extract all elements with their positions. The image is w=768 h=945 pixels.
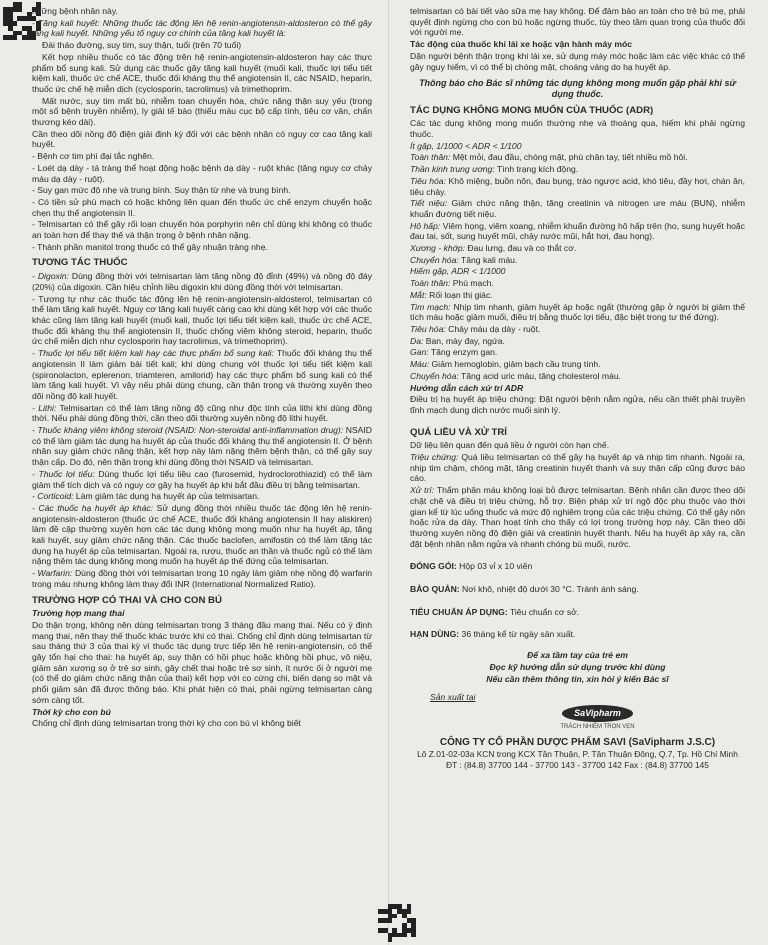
text: Chống chỉ định dùng telmisartan trong thời kỳ cho con bú vì không biết — [32, 718, 301, 729]
text: Dữ liệu liên quan đến quá liều ở người còn hạn chế. — [410, 440, 610, 451]
term: Mắt: — [410, 289, 427, 300]
storage — [410, 584, 745, 595]
text — [410, 278, 745, 289]
text — [410, 302, 745, 323]
text: Đau lưng, đau và co thắt cơ. — [465, 243, 577, 254]
logo — [410, 705, 745, 722]
note: Nếu cần thêm thông tin, xin hỏi ý kiến Bác sĩ — [486, 673, 669, 684]
text: Sử dụng đồng thời nhiều thuốc tác động lên hệ renin-angiotensin-aldosteron (thuốc ức chế ACE, thuốc đối kháng angiotensin II hay aliskiren) làm đề cập thường xuyên hơn các tác dụng không mong muốn như hạ huyết áp, tăng kali huyết, suy giảm chức năng thận. Các thuốc baclofen, amifostin có thể làm tăng tác dụng hạ huyết áp của telmisartan. Ngoài ra, rượu, thuốc an thần và thuốc ngủ có thể làm nặng thêm tác dụng không mong muốn hạ huyết áp thế đứng của telmisartan. — [32, 502, 372, 567]
value: Nơi khô, nhiệt độ dưới 30 °C. Tránh ánh sáng. — [459, 584, 639, 595]
text: Dùng đồng thời với telmisartan làm tăng nồng độ đỉnh (49%) và nồng độ đáy (20%) của digoxin. Cần hiệu chỉnh liều digoxin khi dùng đồng thời với telmisartan. — [32, 271, 372, 292]
text: Viêm họng, viêm xoang, nhiễm khuẩn đường hô hấp trên (ho, sung huyết hoặc đau tai, sốt, sung huyết mũi, chảy nước mũi, hắt hơi, đau họng). — [410, 220, 745, 242]
term: Tiết niệu: — [410, 198, 448, 209]
term: Da: — [410, 335, 424, 346]
frequency-label: Hiếm gặp, ADR < 1/1000 — [410, 266, 506, 277]
label: TIÊU CHUẨN ÁP DỤNG: — [410, 606, 508, 617]
text: Dùng đồng thời với telmisartan trong 10 ngày làm giảm nhẹ nồng độ warfarin trong máu nhưng không làm thay đổi INR (International Normalized Ratio). — [32, 568, 372, 589]
text: - Bệnh cơ tim phì đại tắc nghẽn. — [32, 151, 155, 162]
text: Quá liều telmisartan có thể gây hạ huyết áp và nhịp tim nhanh. Ngoài ra, nhịp tim chậm, chóng mặt, tăng creatinin huyết thanh và suy thận cấp cũng được báo cáo. — [410, 452, 745, 484]
text — [32, 271, 372, 292]
company-name: CÔNG TY CỔ PHẦN DƯỢC PHẨM SAVI (SaVipharm J.S.C) — [439, 737, 716, 749]
term: - Digoxin: — [32, 271, 69, 282]
subheading: Trường hợp mang thai — [32, 608, 125, 619]
text: Tăng enzym gan. — [428, 347, 498, 358]
text — [410, 243, 745, 254]
text: Nhịp tim nhanh, giảm huyết áp hoặc ngất (thường gặp ở người bị giảm thể tích máu hoặc giảm muối, điều trị bằng thuốc lợi tiểu, đặc biệt trong tư thế đứng). — [410, 301, 745, 323]
address: Lô Z.01-02-03a KCN trong KCX Tân Thuận, P. Tân Thuận Đông, Q.7, Tp. Hồ Chí Minh — [417, 749, 738, 760]
text: những bệnh nhân này. — [32, 6, 118, 16]
text: Chảy máu dạ dày - ruột. — [445, 323, 541, 334]
packaging — [410, 561, 745, 572]
text: Thuốc đối kháng thụ thể angiotensin II làm giảm bài tiết kali; khi dùng chung với thuốc lợi tiểu tiết kiệm kali (spironolacton, eplerenon, triamteren, amilorid) hay các thực phẩm bổ sung kali có thể làm tăng kali huyết. Vì vậy nếu phải dùng chung, cần thận trọng và thường xuyên theo dõi nồng độ kali huyết. — [32, 348, 372, 401]
warning-notice: Thông báo cho Bác sĩ những tác dụng không mong muốn gặp phải khi sử dụng thuốc. — [419, 78, 736, 99]
section-heading: TƯƠNG TÁC THUỐC — [32, 257, 128, 269]
expiry — [410, 629, 745, 640]
section-heading: TRƯỜNG HỢP CÓ THAI VÀ CHO CON BÚ — [32, 594, 222, 606]
term: Tiêu hóa: — [410, 175, 446, 186]
text: Tình trạng kích động. — [494, 164, 579, 175]
text — [32, 348, 372, 402]
subheading: Hướng dẫn cách xử trí ADR — [410, 382, 524, 393]
text — [410, 152, 745, 163]
note: Đọc kỹ hướng dẫn sử dụng trước khi dùng — [489, 661, 666, 672]
text: Khô miệng, buồn nôn, đau bụng, trào ngược acid, khó tiêu, đầy hơi, chán ăn, tiêu chảy. — [410, 175, 745, 197]
text: Mất nước, suy tim mất bù, nhiễm toan chuyển hóa, chức năng thận suy yếu (trong một số bệnh truyền nhiễm), ly giải tế bào (thiếu máu cục bộ cấp tính, tiêu cơ vân, chấn thương kéo dài). — [32, 95, 372, 128]
text: Điều trị hạ huyết áp triệu chứng: Đặt người bệnh nằm ngửa, nếu cần thiết phải truyền tĩnh mạch dung dịch nước muối sinh lý. — [410, 394, 745, 415]
text: Rối loạn thị giác. — [426, 289, 493, 300]
term: - Corticoid: — [32, 491, 74, 502]
text: Thẩm phân máu không loại bỏ được telmisartan. Bệnh nhân cần được theo dõi chặt chẽ và điều trị triệu chứng, hỗ trợ. Biện pháp xử trí ngộ độc phụ thuộc vào thời gian kể từ lúc uống thuốc và mức độ nghiêm trọng của các triệu chứng. Có thể gây nôn hoặc rửa dạ dày. Than hoạt tính cho thấy có lợi trong trường hợp này. Cần theo dõi thường xuyên nồng độ điện giải và creatinin huyết thanh. Nếu hạ huyết áp xảy ra, cần đặt bệnh nhân nằm ngửa và nhanh chóng bù muối, nước. — [410, 485, 745, 549]
term: - Thuốc lợi tiểu tiết kiệm kali hay các thực phẩm bổ sung kali: — [32, 348, 274, 359]
text: Ban, mày đay, ngứa. — [423, 335, 505, 346]
term: Tim mạch: — [410, 301, 451, 312]
term: - Các thuốc hạ huyết áp khác: — [32, 502, 154, 513]
term: Máu: — [410, 359, 430, 370]
term: Xử trí: — [410, 485, 435, 496]
subheading: Tác động của thuốc khi lái xe hoặc vận hành máy móc — [410, 39, 633, 50]
text — [32, 503, 372, 567]
note: Để xa tầm tay của trẻ em — [527, 650, 628, 661]
subheading: Thời kỳ cho con bú — [32, 706, 111, 717]
text: Làm giảm tác dụng hạ huyết áp của telmisartan. — [73, 491, 260, 502]
term: Xương - khớp: — [410, 243, 466, 254]
text — [410, 371, 745, 382]
text: Dặn người bệnh thận trọng khi lái xe, sử dụng máy móc hoặc làm các việc khác có thể gây nguy hiểm, vì có thể bị chóng mặt, choáng váng do hạ huyết áp. — [410, 50, 745, 72]
text: Cần theo dõi nồng độ điện giải định kỳ đối với các bệnh nhân có nguy cơ cao tăng kali huyết. — [32, 128, 372, 150]
term: Gan: — [410, 347, 429, 358]
made-in-label: Sản xuất tại — [430, 692, 476, 703]
text: Kết hợp nhiều thuốc có tác động trên hệ renin-angiotensin-aldosteron hay các thực phẩm bổ sung kali. Sử dụng các thuốc gây tăng kali huyết (muối kali, thuốc lợi tiểu tiết kiệm kali, thuốc ức chế ACE, thuốc đối kháng thụ thể angiotensin II, các NSAID, heparin, thuốc ức chế hệ miễn dịch (cyclosporin, tacrolimus) và trimethoprim. — [32, 51, 372, 94]
text: - Telmisartan có thể gây rối loạn chuyển hóa porphyrin nên chỉ dùng khi không có thuốc an toàn hơn để thay thế và thận trọng ở bệnh nhân nặng. — [32, 219, 372, 241]
text — [410, 198, 745, 219]
text: - Thành phần manitol trong thuốc có thể gây nhuận tràng nhẹ. — [32, 241, 268, 252]
text: Giảm hemoglobin, giảm bạch cầu trung tính. — [429, 359, 601, 370]
text: Tăng kali máu. — [458, 254, 518, 265]
text: Tăng acid uric máu, tăng cholesterol máu. — [458, 370, 621, 381]
text — [32, 469, 372, 490]
text: - Suy gan mức độ nhẹ và trung bình. Suy thận từ nhẹ và trung bình. — [32, 185, 291, 196]
text — [410, 221, 745, 242]
right-column — [410, 6, 745, 941]
text — [410, 336, 745, 347]
text — [410, 164, 745, 175]
term: Thần kinh trung ương: — [410, 164, 495, 175]
text: - Tương tự như các thuốc tác động lên hệ renin-angiotensin-aldosterol, telmisartan có thể làm tăng kali huyết. Nguy cơ tăng kali huyết càng cao khi dùng kết hợp với các thuốc khác cũng làm tăng kali huyết (muối kali, thuốc lợi tiểu tiết kiệm kali, thuốc ức chế ACE, thuốc đối kháng thụ thể angiotensin II, thuốc chống viêm không steroid, heparin, thuốc ức chế miễn dịch như cyclosporin hay tacrolimus, và trimethoprim). — [32, 293, 372, 347]
term: Chuyển hóa: — [410, 254, 459, 265]
text — [32, 425, 372, 468]
label: ĐÓNG GÓI: — [410, 561, 457, 572]
text — [32, 491, 372, 502]
term: - Thuốc lợi tiểu: — [32, 468, 95, 479]
term: Toàn thân: — [410, 278, 451, 289]
text: - Loét dạ dày - tá tràng thể hoạt động hoặc bệnh dạ dày - ruột khác (tăng nguy cơ chảy máu dạ dày - ruột). — [32, 162, 372, 184]
text — [32, 568, 372, 589]
text: NSAID có thể làm giảm tác dụng hạ huyết áp của thuốc đối kháng thụ thể angiotensin II. Ở bệnh nhân suy giảm chức năng thận, kết hợp này làm nặng thêm bệnh thận, có thể gây suy thận cấp. Do đó, nên thận trọng khi dùng đồng thời NSAID và telmisartan. — [32, 425, 372, 468]
value: 36 tháng kể từ ngày sản xuất. — [459, 629, 576, 640]
text: Telmisartan có thể làm tăng nồng độ cũng như độc tính của lithi khi dùng đồng thời. Nếu phải dùng đồng thời, cần theo dõi thường xuyên nồng độ lithi huyết. — [32, 402, 372, 424]
text: - Có tiền sử phù mạch có hoặc không liên quan đến thuốc ức chế enzym chuyển hoặc chẹn thụ thể angiotensin II. — [32, 196, 372, 218]
term: - Lithi: — [32, 402, 57, 413]
text: Mệt mỏi, đau đầu, chóng mặt, phù chân tay, tiết nhiều mồ hôi. — [450, 152, 688, 163]
text: Do thận trọng, không nên dùng telmisartan trong 3 tháng đầu mang thai. Nếu có ý định mang thai, nên thay thế thuốc khác trước khi có thai. Chống chỉ định dùng telmisartan từ sau tháng thứ 3 của thai kỳ vì thuốc tác dụng trực tiếp lên hệ renin-angiotensin, có thể gây tổn hại cho thai: hạ huyết áp, suy thận có hồi phục hoặc không hồi phục, vô niệu, giảm sản xương sọ ở trẻ sơ sinh, gây chết thai hoặc trẻ sơ sinh, ít nước ối ở người mẹ (có thể do giảm chức năng thận của thai) kết hợp với co cứng chi, biến dạng sọ mặt và phổi giảm sản đã được thông báo. Khi phát hiện có thai, phải ngừng telmisartan càng sớm càng tốt. — [32, 619, 372, 705]
text — [410, 485, 745, 549]
left-column — [32, 6, 372, 941]
section-heading: QUÁ LIỀU VÀ XỬ TRÍ — [410, 426, 507, 438]
label: HẠN DÙNG: — [410, 629, 460, 640]
text — [410, 452, 745, 484]
term: - Thuốc kháng viêm không steroid (NSAID: Non-steroidal anti-inflammation drug): — [32, 425, 344, 436]
term: - Warfarin: — [32, 568, 73, 579]
frequency-label: Ít gặp, 1/1000 < ADR < 1/100 — [410, 140, 522, 151]
term: Toàn thân: — [410, 152, 451, 163]
text — [32, 403, 372, 424]
value: Hộp 03 vỉ x 10 viên — [456, 561, 533, 572]
text: Các tác dụng không mong muốn thường nhẹ và thoáng qua, hiếm khi phải ngừng thuốc. — [410, 118, 745, 140]
text — [410, 290, 745, 301]
text — [410, 324, 745, 335]
value: Tiêu chuẩn cơ sở. — [507, 606, 580, 617]
text — [410, 347, 745, 358]
text — [32, 18, 372, 39]
term: Hô hấp: — [410, 220, 441, 231]
text: Phù mạch. — [450, 278, 494, 289]
label: BẢO QUẢN: — [410, 584, 460, 595]
text — [410, 176, 745, 197]
term: Tiêu hóa: — [410, 323, 446, 334]
fold-line — [388, 0, 389, 945]
section-heading: TÁC DỤNG KHÔNG MONG MUỐN CỦA THUỐC (ADR) — [410, 104, 654, 116]
phone-fax: ĐT : (84.8) 37700 144 - 37700 143 - 37700 142 Fax : (84.8) 37700 145 — [446, 759, 709, 770]
standard — [410, 607, 745, 618]
logo-tagline: TRÁCH NHIỆM TRỌN VẸN — [560, 723, 635, 730]
text — [410, 255, 745, 266]
text: Đái tháo đường, suy tim, suy thận, tuổi (trên 70 tuổi) — [42, 40, 242, 51]
text: telmisartan có bài tiết vào sữa mẹ hay không. Để đảm bảo an toàn cho trẻ bú mẹ, phải quyết định ngừng cho con bú hoặc ngừng thuốc, tùy theo tầm quan trọng của thuốc đối với người mẹ. — [410, 6, 745, 38]
text: Dùng thuốc lợi tiểu liều cao (furosemid, hydroclorothiazid) có thể làm giảm thể tích dịch và có nguy cơ gây hạ huyết áp khi bắt đầu điều trị bằng telmisartan. — [32, 468, 372, 490]
text — [410, 359, 745, 370]
logo-text: SaVipharm — [562, 705, 633, 722]
text: Giảm chức năng thận, tăng creatinin và nitrogen ure máu (BUN), nhiễm khuẩn đường tiết niệu. — [410, 198, 745, 219]
text: - Tăng kali huyết: Những thuốc tác động lên hệ renin-angiotensin-aldosteron có thể gây tăng kali huyết. Những yếu tố nguy cơ chính của tăng kali huyết là: — [32, 17, 372, 39]
term: Chuyển hóa: — [410, 370, 459, 381]
term: Triệu chứng: — [410, 452, 459, 463]
